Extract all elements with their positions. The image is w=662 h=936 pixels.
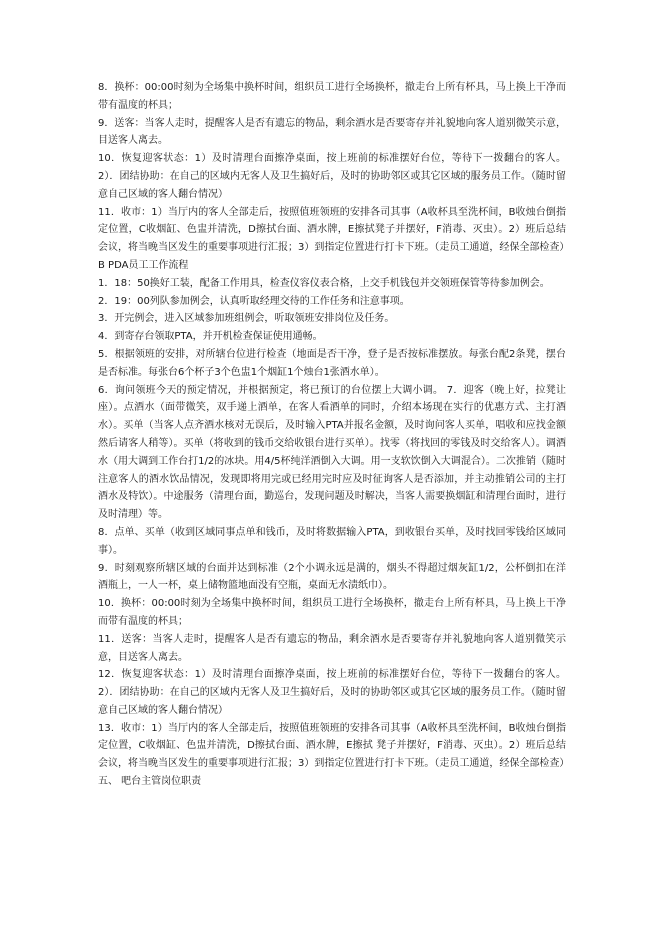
paragraph-pda-step-11: 11．送客：当客人走时，提醒客人是否有遗忘的物品，剩余酒水是否要寄存并礼貌地向客人道别微笑示意，目送客人离去。 <box>98 633 566 663</box>
paragraph-pda-step-6-7: 6．询问领班今天的预定情况，并根据预定，将已预订的台位摆上大调小调。 7．迎客（晚上好，拉凳让座）。点酒水（面带微笑，双手递上酒单，在客人看酒单的同时，介绍本场现在实行的优惠方式、主打酒水）。买单（当客人点齐酒水核对无误后，及时输入PTA并报名金额，及时询问客人买单，唱收和应找金额然后请客人稍等）。买单（将收到的钱币交给收银台进行买单）。找零（将找回的零钱及时交给客人）。调酒水（用大调到工作台打1/2的冰块。用4/5杯纯洋酒倒入大调。用一支软饮倒入大调混合）。二次推销（随时注意客人的酒水饮品情况，发现即将用完或已经用完时应及时征询客人是否添加，并主动推销公司的主打酒水及特饮）。中途服务（清理台面，勤巡台，发现问题及时解决，当客人需要换烟缸和清理台面时，进行及时清理）等。 <box>98 384 566 521</box>
section-heading: 五、 吧台主管岗位职责 <box>98 776 202 788</box>
paragraph-pda-step-1: 1．18：50换好工装，配备工作用具，检查仪容仪表合格，上交手机钱包并交领班保管等待参加例会。 <box>98 277 550 289</box>
paragraph-pda-step-8: 8．点单、买单（收到区域同事点单和钱币，及时将数据输入PTA，到收银台买单，及时找回零钱给区域同事）。 <box>98 526 566 556</box>
document-body <box>98 79 570 791</box>
paragraph-see-off-guests: 9．送客：当客人走时，提醒客人是否有遗忘的物品，剩余酒水是否要寄存并礼貌地向客人道别微笑示意，目送客人离去。 <box>98 117 566 147</box>
paragraph-pda-step-3: 3．开完例会，进入区域参加班组例会，听取领班安排岗位及任务。 <box>98 313 395 325</box>
subsection-heading-pda: B PDA员工工作流程 <box>98 259 189 271</box>
paragraph-pda-step-4: 4．到寄存台领取PTA，并开机检查保证使用通畅。 <box>98 331 323 343</box>
paragraph-restore-state: 10．恢复迎客状态：1）及时清理台面擦净桌面，按上班前的标准摆好台位，等待下一拨翻台的客人。2）．团结协助：在自己的区域内无客人及卫生搞好后，及时的协助邻区或其它区域的服务员工作。（随时留意自己区域的客人翻台情况） <box>98 153 566 200</box>
paragraph-pda-step-13: 13．收市：1）当厅内的客人全部走后，按照值班领班的安排各司其事（A收杯具至洗杯间，B收烛台倒指定位置，C收烟缸、色盅并清洗，D擦拭台面、酒水牌，E擦拭 凳子并摆好，F消毒、灭虫）。2）班后总结会议，将当晚当区发生的重要事项进行汇报；3）到指定位置进行打卡下班。（走员工通道，经保全部检查） <box>98 722 570 770</box>
paragraph-pda-step-5: 5．根据领班的安排，对所辖台位进行检查（地面是否干净，登子是否按标准摆放。每张台配2条凳，摆台是否标准。每张台6个杯子3个色盅1个烟缸1个烛台1张酒水单）。 <box>98 348 566 378</box>
paragraph-cup-change: 8．换杯：00:00时刻为全场集中换杯时间，组织员工进行全场换杯，撤走台上所有杯具，马上换上干净而带有温度的杯具； <box>98 82 566 111</box>
paragraph-pda-step-9: 9．时刻观察所辖区域的台面并达到标准（2个小调永远是满的，烟头不得超过烟灰缸1/2，公杯倒扣在洋酒瓶上，一人一杯，桌上储物篮地面没有空瓶，桌面无水渍纸巾）。 <box>98 562 566 592</box>
paragraph-closing: 11．收市：1）当厅内的客人全部走后，按照值班领班的安排各司其事（A收杯具至洗杯间，B收烛台倒指定位置，C收烟缸、色盅并清洗，D擦拭台面、酒水牌，E擦拭凳子并摆好，F消毒、灭虫）。2）班后总结会议，将当晚当区发生的重要事项进行汇报；3）到指定位置进行打卡下班。（走员工通道，经保全部检查） <box>98 206 570 254</box>
paragraph-pda-step-2: 2．19：00列队参加例会，认真听取经理交待的工作任务和注意事项。 <box>98 295 410 307</box>
paragraph-pda-step-12: 12．恢复迎客状态：1）及时清理台面擦净桌面，按上班前的标准摆好台位，等待下一拨翻台的客人。2）．团结协助：在自己的区域内无客人及卫生搞好后，及时的协助邻区或其它区域的服务员工作。（随时留意自己区域的客人翻台情况） <box>98 669 566 716</box>
paragraph-pda-step-10: 10．换杯：00:00时刻为全场集中换杯时间，组织员工进行全场换杯，撤走台上所有杯具，马上换上干净而带有温度的杯具； <box>98 598 566 627</box>
